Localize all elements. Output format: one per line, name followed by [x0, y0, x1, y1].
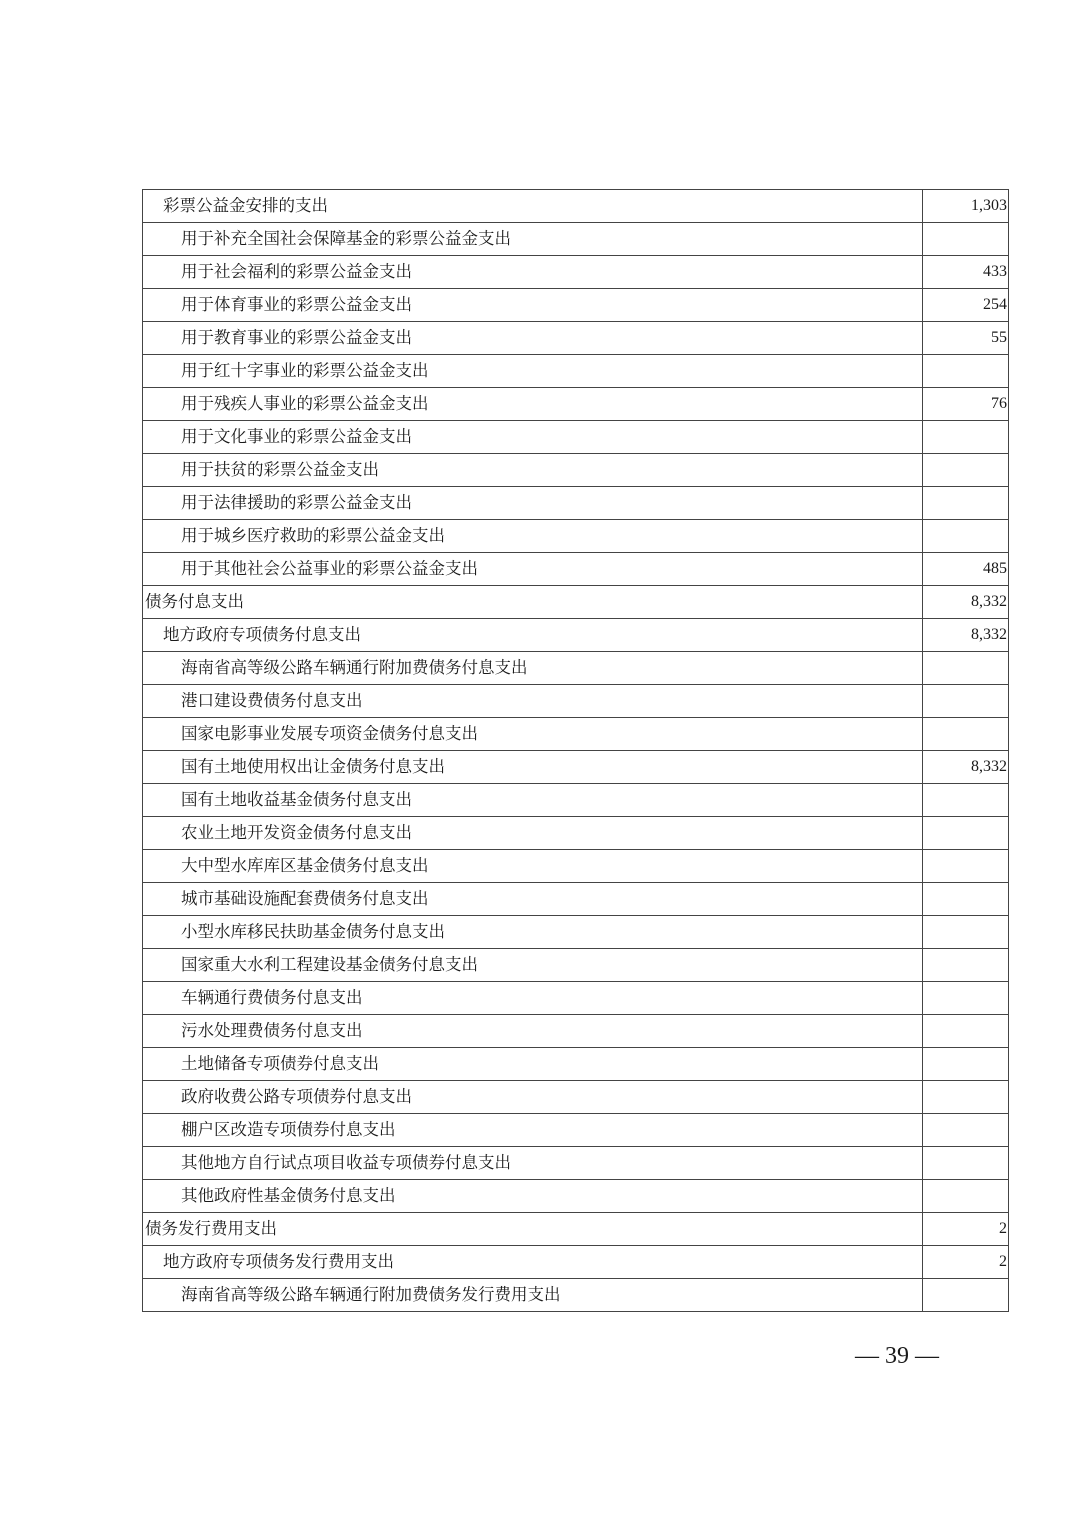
row-value: [923, 652, 1009, 685]
table-row: [143, 1048, 1009, 1081]
row-label: 用于红十字事业的彩票公益金支出: [143, 355, 923, 388]
row-label: 用于文化事业的彩票公益金支出: [143, 421, 923, 454]
row-label: 债务发行费用支出: [143, 1213, 923, 1246]
row-label: 用于法律援助的彩票公益金支出: [143, 487, 923, 520]
table-row: [143, 553, 1009, 586]
row-value: [923, 1015, 1009, 1048]
page-number: — 39 —: [855, 1343, 939, 1369]
table-row: [143, 388, 1009, 421]
row-value: [923, 223, 1009, 256]
table-row: [143, 1114, 1009, 1147]
table-row: [143, 850, 1009, 883]
table-row: [143, 982, 1009, 1015]
table-row: [143, 256, 1009, 289]
table-row: [143, 454, 1009, 487]
row-label: 用于城乡医疗救助的彩票公益金支出: [143, 520, 923, 553]
row-label: 债务付息支出: [143, 586, 923, 619]
row-label: 国有土地使用权出让金债务付息支出: [143, 751, 923, 784]
table-row: [143, 916, 1009, 949]
table-row: [143, 1246, 1009, 1279]
table-row: [143, 883, 1009, 916]
row-value: [923, 487, 1009, 520]
row-value: 254: [923, 289, 1009, 322]
row-label: 国家电影事业发展专项资金债务付息支出: [143, 718, 923, 751]
row-value: 485: [923, 553, 1009, 586]
row-label: 城市基础设施配套费债务付息支出: [143, 883, 923, 916]
row-label: 用于社会福利的彩票公益金支出: [143, 256, 923, 289]
row-label: 地方政府专项债务付息支出: [143, 619, 923, 652]
row-value: [923, 1147, 1009, 1180]
row-value: 8,332: [923, 619, 1009, 652]
row-value: [923, 685, 1009, 718]
row-value: [923, 454, 1009, 487]
table-row: [143, 487, 1009, 520]
row-label: 用于残疾人事业的彩票公益金支出: [143, 388, 923, 421]
expenditure-table-body: [143, 190, 1009, 1312]
row-value: 76: [923, 388, 1009, 421]
table-row: [143, 1180, 1009, 1213]
table-row: [143, 949, 1009, 982]
row-label: 其他地方自行试点项目收益专项债券付息支出: [143, 1147, 923, 1180]
row-value: [923, 1180, 1009, 1213]
table-row: [143, 784, 1009, 817]
table-row: [143, 421, 1009, 454]
row-label: 彩票公益金安排的支出: [143, 190, 923, 223]
row-value: [923, 784, 1009, 817]
row-label: 大中型水库库区基金债务付息支出: [143, 850, 923, 883]
table-row: [143, 1213, 1009, 1246]
row-label: 用于补充全国社会保障基金的彩票公益金支出: [143, 223, 923, 256]
row-value: 433: [923, 256, 1009, 289]
row-label: 棚户区改造专项债券付息支出: [143, 1114, 923, 1147]
row-value: [923, 982, 1009, 1015]
expenditure-table: [142, 189, 1009, 1312]
row-label: 其他政府性基金债务付息支出: [143, 1180, 923, 1213]
row-value: [923, 949, 1009, 982]
row-label: 国家重大水利工程建设基金债务付息支出: [143, 949, 923, 982]
row-label: 用于体育事业的彩票公益金支出: [143, 289, 923, 322]
row-value: [923, 355, 1009, 388]
row-value: [923, 817, 1009, 850]
row-value: [923, 1081, 1009, 1114]
row-label: 港口建设费债务付息支出: [143, 685, 923, 718]
row-value: [923, 421, 1009, 454]
table-row: [143, 355, 1009, 388]
table-row: [143, 751, 1009, 784]
row-value: [923, 916, 1009, 949]
row-label: 用于教育事业的彩票公益金支出: [143, 322, 923, 355]
row-label: 国有土地收益基金债务付息支出: [143, 784, 923, 817]
table-row: [143, 685, 1009, 718]
row-label: 车辆通行费债务付息支出: [143, 982, 923, 1015]
row-label: 海南省高等级公路车辆通行附加费债务发行费用支出: [143, 1279, 923, 1312]
row-label: 海南省高等级公路车辆通行附加费债务付息支出: [143, 652, 923, 685]
table-row: [143, 223, 1009, 256]
row-value: 8,332: [923, 586, 1009, 619]
table-row: [143, 190, 1009, 223]
table-row: [143, 1147, 1009, 1180]
row-value: 55: [923, 322, 1009, 355]
table-row: [143, 322, 1009, 355]
table-row: [143, 652, 1009, 685]
row-value: 2: [923, 1246, 1009, 1279]
row-label: 政府收费公路专项债券付息支出: [143, 1081, 923, 1114]
table-row: [143, 586, 1009, 619]
row-label: 小型水库移民扶助基金债务付息支出: [143, 916, 923, 949]
row-value: 8,332: [923, 751, 1009, 784]
row-value: [923, 718, 1009, 751]
row-value: [923, 883, 1009, 916]
row-value: [923, 850, 1009, 883]
table-row: [143, 289, 1009, 322]
table-row: [143, 1279, 1009, 1312]
row-label: 用于其他社会公益事业的彩票公益金支出: [143, 553, 923, 586]
table-row: [143, 817, 1009, 850]
row-label: 地方政府专项债务发行费用支出: [143, 1246, 923, 1279]
table-row: [143, 520, 1009, 553]
row-value: [923, 1048, 1009, 1081]
row-value: 2: [923, 1213, 1009, 1246]
row-label: 污水处理费债务付息支出: [143, 1015, 923, 1048]
row-label: 用于扶贫的彩票公益金支出: [143, 454, 923, 487]
row-value: [923, 1114, 1009, 1147]
row-value: [923, 1279, 1009, 1312]
table-row: [143, 1015, 1009, 1048]
row-label: 农业土地开发资金债务付息支出: [143, 817, 923, 850]
table-row: [143, 1081, 1009, 1114]
row-label: 土地储备专项债券付息支出: [143, 1048, 923, 1081]
row-value: 1,303: [923, 190, 1009, 223]
row-value: [923, 520, 1009, 553]
table-row: [143, 619, 1009, 652]
table-row: [143, 718, 1009, 751]
